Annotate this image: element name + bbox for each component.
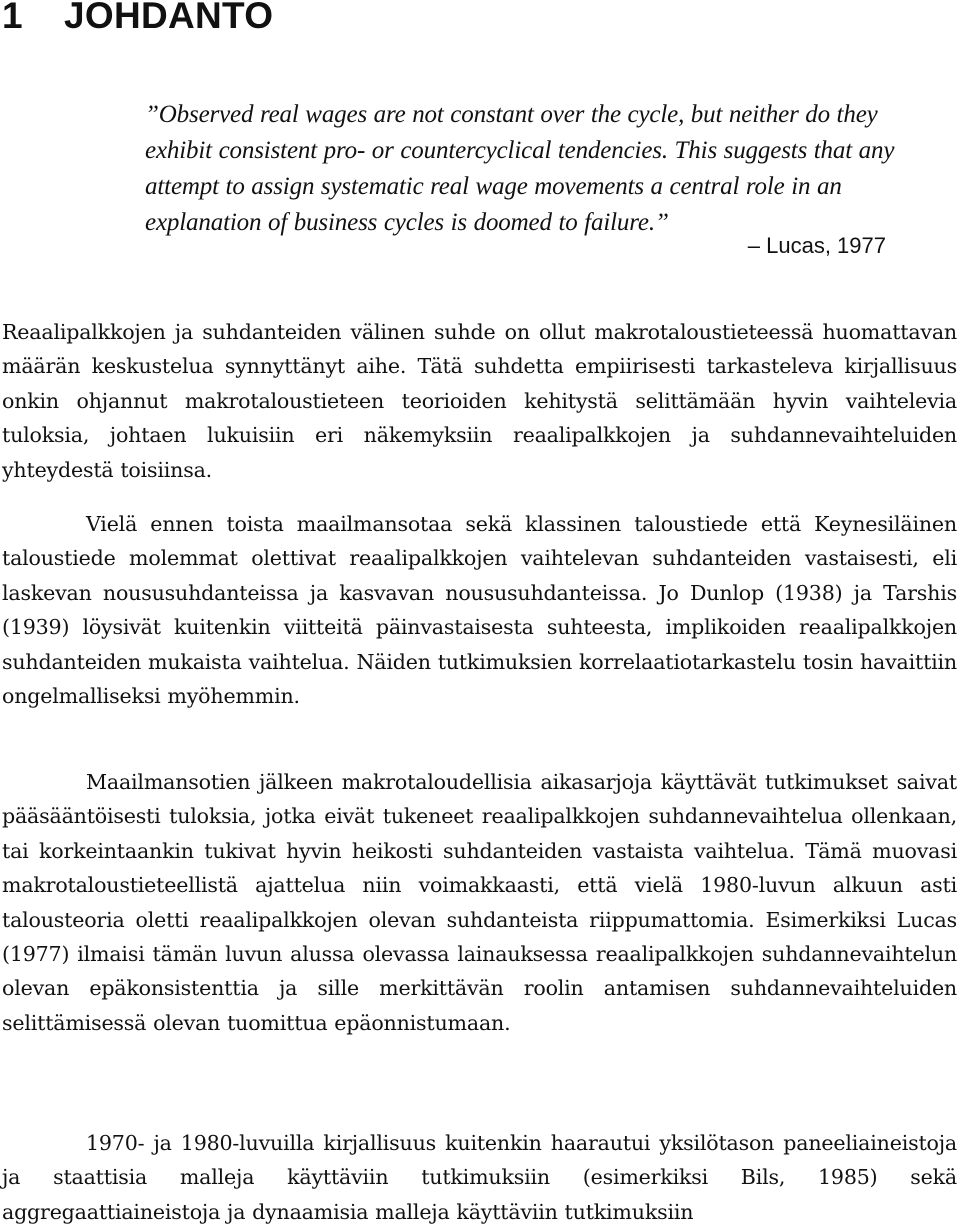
epigraph-attribution: – Lucas, 1977 xyxy=(747,233,886,258)
epigraph-quote: ”Observed real wages are not constant over the cycle, but neither do they exhibit consistent pro- or countercyclical tendencies. This suggests that any attempt to assign systematic real wage movements a central role in an explanation of business cycles is doomed to failure.” xyxy=(145,101,895,236)
section-title: JOHDANTO xyxy=(64,0,274,36)
section-heading xyxy=(2,0,273,38)
body-paragraph: Maailmansotien jälkeen makrotaloudellisia aikasarjoja käyttävät tutkimukset saivat pääsääntöisesti tuloksia, jotka eivät tukeneet reaalipalkkojen suhdannevaihtelua ollenkaan, tai korkeintaankin tukivat hyvin heikosti suhdanteiden vastaista vaihtelua. Tämä muovasi makrotaloustieteellistä ajattelua niin voimakkaasti, että vielä 1980-luvun alkuun asti talousteoria oletti reaalipalkkojen olevan suhdanteista riippumattomia. Esimerkiksi Lucas (1977) ilmaisi tämän luvun alussa olevassa lainauksessa reaalipalkkojen suhdannevaihtelun olevan epäkonsistenttia ja sille merkittävän roolin antamisen suhdannevaihteluiden selittämisessä olevan tuomittua epäonnistumaan. xyxy=(2,770,957,1035)
section-number: 1 xyxy=(2,0,23,36)
body-paragraph: Vielä ennen toista maailmansotaa sekä klassinen taloustiede että Keynesiläinen taloustiede molemmat olettivat reaalipalkkojen vaihtelevan suhdanteiden vastaisesti, eli laskevan noususuhdanteissa ja kasvavan noususuhdanteissa. Jo Dunlop (1938) ja Tarshis (1939) löysivät kuitenkin viitteitä päinvastaisesta suhteesta, implikoiden reaalipalkkojen suhdanteiden mukaista vaihtelua. Näiden tutkimuksien korrelaatiotarkastelu tosin havaittiin ongelmalliseksi myöhemmin. xyxy=(2,512,957,709)
body-paragraph: Reaalipalkkojen ja suhdanteiden välinen suhde on ollut makrotaloustieteessä huomattavan määrän keskustelua synnyttänyt aihe. Tätä suhdetta empiirisesti tarkasteleva kirjallisuus onkin ohjannut makrotaloustieteen teorioiden kehitystä selittämään hyvin vaihtelevia tuloksia, johtaen lukuisiin eri näkemyksiin reaalipalkkojen ja suhdannevaihteluiden yhteydestä toisiinsa. xyxy=(2,320,957,482)
body-paragraph: 1970- ja 1980-luvuilla kirjallisuus kuitenkin haarautui yksilötason paneeliaineistoja ja staattisia malleja käyttäviin tutkimuksiin (esimerkiksi Bils, 1985) sekä aggregaattiaineistoja ja dynaamisia malleja käyttäviin tutkimuksiin xyxy=(2,1131,957,1224)
